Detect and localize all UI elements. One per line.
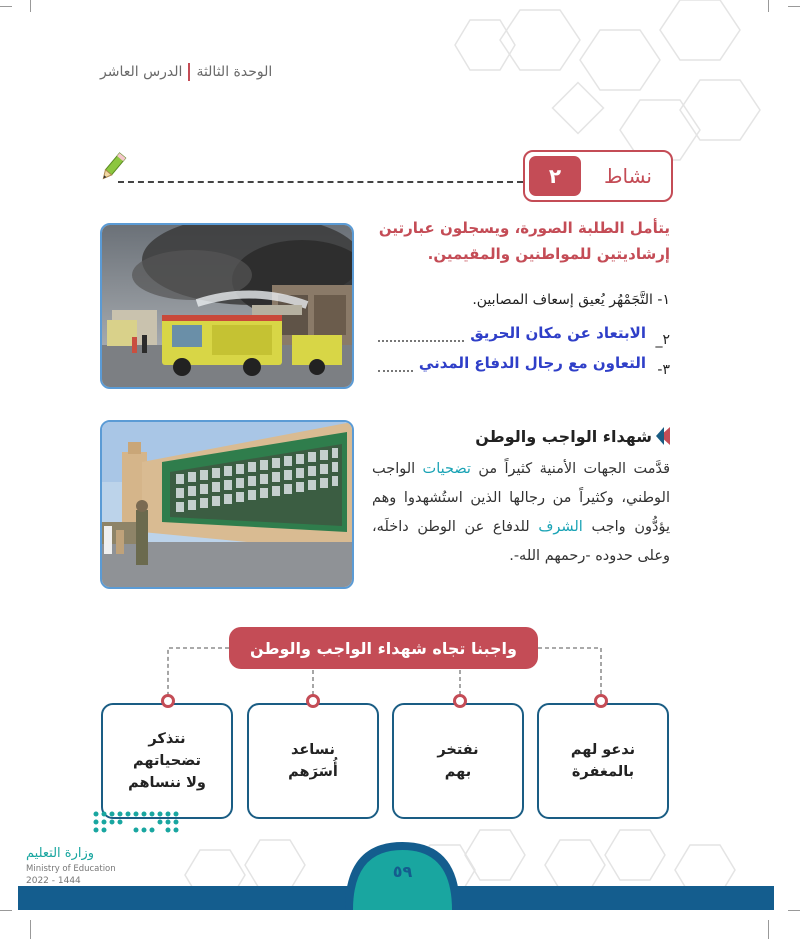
duty-text: نتذكر تضحياتهم ولا ننساهم [128, 731, 206, 791]
page-number: ٥٩ [392, 862, 413, 881]
connector-dot [161, 694, 175, 708]
crop-mark [788, 910, 800, 911]
lesson-label: الدرس العاشر [100, 64, 183, 80]
paragraph-text: للدفاع عن الوطن داخلَه، وعلى حدوده -رحمهم الله-. [372, 519, 670, 564]
fire-scene-illustration [102, 225, 352, 387]
martyrs-wall-photo [100, 420, 354, 589]
edition-year: 2022 - 1444 [26, 876, 81, 886]
answer-dotted-line [378, 340, 464, 342]
answer-dotted-line [378, 370, 413, 372]
item-number: ١- [657, 292, 670, 308]
crop-mark [30, 0, 31, 12]
highlight-word: تضحيات [422, 461, 471, 477]
section-paragraph [372, 455, 670, 571]
duty-text: نفتخر بهم [437, 742, 479, 780]
activity-item-2 [372, 318, 670, 348]
section-title [372, 422, 670, 450]
header-separator [188, 63, 190, 81]
crop-mark [768, 920, 769, 939]
pencil-icon [96, 150, 130, 184]
martyrs-wall-illustration [102, 422, 352, 587]
fire-truck-photo [100, 223, 354, 389]
chevron-marker-icon [656, 427, 670, 445]
ministry-name-english: Ministry of Education [26, 864, 116, 874]
connector-dot [453, 694, 467, 708]
duty-text: ندعو لهم بالمغفرة [570, 742, 636, 780]
unit-label: الوحدة الثالثة [196, 64, 273, 80]
duty-box-pray [537, 703, 669, 819]
paragraph-text: قدَّمت الجهات الأمنية كثيراً من [470, 461, 670, 477]
duty-box-remember [101, 703, 233, 819]
activity-instruction: يتأمل الطلبة الصورة، ويسجلون عبارتين إرشاديتين للمواطنين والمقيمين. [378, 219, 670, 263]
crop-mark [0, 910, 12, 911]
highlight-word: الشرف [538, 519, 583, 535]
connector-dot [594, 694, 608, 708]
answer-text: التعاون مع رجال الدفاع المدني [418, 354, 646, 372]
activity-item-3 [372, 348, 670, 378]
activity-label: نشاط [604, 164, 652, 188]
page-header [100, 60, 280, 84]
section-title-text: شهداء الواجب والوطن [475, 426, 652, 446]
answer-text: الابتعاد عن مكان الحريق [470, 324, 646, 342]
duty-text: نساعد أُسَرَهم [288, 742, 338, 780]
crop-mark [30, 920, 31, 939]
activity-badge [523, 150, 673, 202]
activity-item-1 [372, 288, 670, 312]
crop-mark [768, 0, 769, 12]
activity-number: ٢ [529, 156, 581, 196]
item-number: ٢_ [655, 332, 670, 348]
activity-dashed-line [118, 181, 523, 183]
ministry-name-arabic: وزارة التعليم [26, 846, 95, 861]
diagram-title: واجبنا تجاه شهداء الواجب والوطن [229, 627, 538, 669]
duty-box-help-families [247, 703, 379, 819]
duty-box-pride [392, 703, 524, 819]
paragraph-text: الواجب الوطني، وكثيراً من رجالها الذين استُشهدوا وهم يؤدُّون واجب [372, 461, 670, 535]
item-number: ٣- [657, 362, 670, 378]
crop-mark [788, 6, 800, 7]
connector-dot [306, 694, 320, 708]
crop-mark [0, 6, 12, 7]
item-text: التَّجَمْهُر يُعيق إسعاف المصابين. [472, 292, 653, 308]
